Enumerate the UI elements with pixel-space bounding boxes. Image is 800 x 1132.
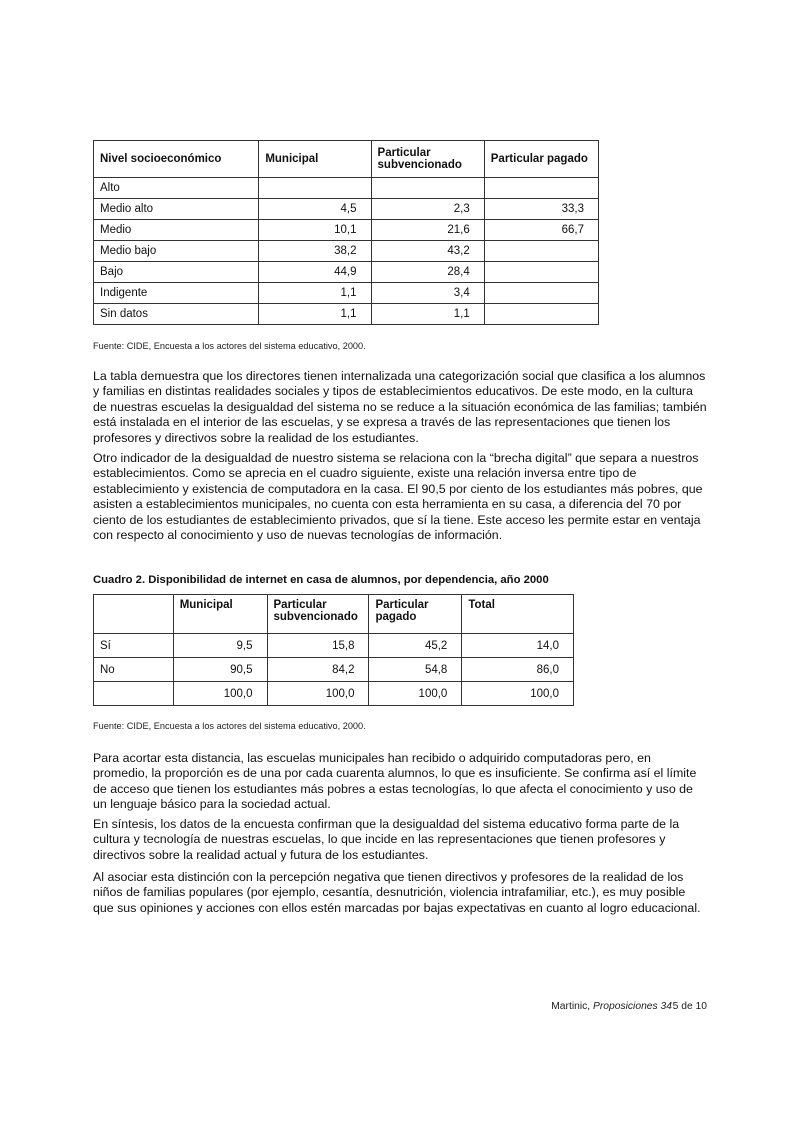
table-cell xyxy=(484,262,598,283)
table-row xyxy=(94,658,574,682)
table-cell: 90,5 xyxy=(173,658,267,682)
table-cell: 43,2 xyxy=(371,241,484,262)
table-cell: 45,2 xyxy=(369,634,462,658)
footer-author: Martinic, xyxy=(551,1001,593,1012)
paragraph: Para acortar esta distancia, las escuelas municipales han recibido o adquirido computadoras pero, en promedio, la proporción es de una por cada cuarenta alumnos, lo que es insuficiente. Se confirma así el límite de acceso que tienen los estudiantes más pobres a estas tecnologías, lo que afecta el conocimiento y uso de un lenguaje básico para la sociedad actual. xyxy=(93,751,697,812)
row-label: Bajo xyxy=(94,262,259,283)
table-row xyxy=(94,199,599,220)
table-header-cell: Particular pagado xyxy=(369,595,462,634)
row-label: Medio xyxy=(94,220,259,241)
footer-journal: Proposiciones 34 xyxy=(593,1001,672,1012)
table-row xyxy=(94,283,599,304)
table-header-cell: Total xyxy=(462,595,574,634)
table-row xyxy=(94,178,599,199)
table-cell: 66,7 xyxy=(484,220,598,241)
table-cell: 28,4 xyxy=(371,262,484,283)
table-cell: 100,0 xyxy=(173,682,267,706)
row-label: Medio bajo xyxy=(94,241,259,262)
table-cell: 33,3 xyxy=(484,199,598,220)
table-cell xyxy=(259,178,371,199)
table-cell: 100,0 xyxy=(462,682,574,706)
table-header-row xyxy=(94,141,599,178)
table-cell xyxy=(484,241,598,262)
table-row xyxy=(94,241,599,262)
paragraph: Al asociar esta distinción con la percepción negativa que tienen directivos y profesores de la realidad de los niños de familias populares (por ejemplo, cesantía, desnutrición, violencia intrafamiliar, etc.), es muy posible que sus opiniones y acciones con ellos estén marcadas por bajas expectativas en cuanto al logro educacional. xyxy=(93,870,701,915)
socioeconomic-table xyxy=(93,140,599,325)
table-header-cell: Municipal xyxy=(173,595,267,634)
table-row xyxy=(94,220,599,241)
table-cell: 10,1 xyxy=(259,220,371,241)
row-label: No xyxy=(94,658,174,682)
table-header-cell: Particular subvencionado xyxy=(371,141,484,178)
table2-source: Fuente: CIDE, Encuesta a los actores del sistema educativo, 2000. xyxy=(93,721,366,731)
table-cell: 84,2 xyxy=(267,658,369,682)
table1-source: Fuente: CIDE, Encuesta a los actores del sistema educativo, 2000. xyxy=(93,341,366,351)
row-label: Sí xyxy=(94,634,174,658)
table-cell: 14,0 xyxy=(462,634,574,658)
table-cell xyxy=(371,178,484,199)
table-header-cell: Particular subvencionado xyxy=(267,595,369,634)
table-cell: 38,2 xyxy=(259,241,371,262)
table-cell: 9,5 xyxy=(173,634,267,658)
page-number: 5 de 10 xyxy=(672,1001,707,1012)
row-label: Medio alto xyxy=(94,199,259,220)
table-cell: 1,1 xyxy=(371,304,484,325)
table-cell: 54,8 xyxy=(369,658,462,682)
table-cell xyxy=(484,283,598,304)
table-row xyxy=(94,262,599,283)
paragraph: En síntesis, los datos de la encuesta confirman que la desigualdad del sistema educativo forma parte de la cultura y tecnología de nuestras escuelas, lo que incide en las representaciones que tienen profesores y directivos sobre la realidad actual y futura de los estudiantes. xyxy=(93,817,680,862)
row-label: Indigente xyxy=(94,283,259,304)
table-cell: 44,9 xyxy=(259,262,371,283)
table-cell: 21,6 xyxy=(371,220,484,241)
row-label: Sin datos xyxy=(94,304,259,325)
table-header-cell: Nivel socioeconómico xyxy=(94,141,259,178)
table-cell xyxy=(484,178,598,199)
table-cell: 1,1 xyxy=(259,283,371,304)
paragraph: La tabla demuestra que los directores tienen internalizada una categorización social que clasifica a los alumnos y familias en distintas realidades sociales y tipos de establecimientos educativos. De este modo, en la cultura de nuestras escuelas la desigualdad del sistema no se reduce a la situación económica de las familias; también está instalada en el interior de las escuelas, y se expresa a través de las representaciones que tienen los profesores y directivos sobre la realidad de los estudiantes. xyxy=(93,369,707,445)
table-header-row xyxy=(94,595,574,634)
row-label: Alto xyxy=(94,178,259,199)
internet-availability-table xyxy=(93,594,574,706)
table-cell xyxy=(484,304,598,325)
table-header-cell: Particular pagado xyxy=(484,141,598,178)
paragraph: Otro indicador de la desigualdad de nuestro sistema se relaciona con la “brecha digital” que separa a nuestros establecimientos. Como se aprecia en el cuadro siguiente, existe una relación inversa entre tipo de establecimiento y existencia de computadora en la casa. El 90,5 por ciento de los estudiantes más pobres, que asisten a establecimientos municipales, no cuenta con esta herramienta en su casa, a diferencia del 70 por ciento de los estudiantes de establecimiento privados, que sí la tiene. Este acceso les permite estar en ventaja con respecto al conocimiento y uso de nuevas tecnologías de información. xyxy=(93,451,703,543)
table-cell: 3,4 xyxy=(371,283,484,304)
table-header-cell xyxy=(94,595,174,634)
table-cell: 15,8 xyxy=(267,634,369,658)
table-cell: 2,3 xyxy=(371,199,484,220)
row-label xyxy=(94,682,174,706)
table-cell: 1,1 xyxy=(259,304,371,325)
table-row xyxy=(94,634,574,658)
table-row xyxy=(94,304,599,325)
table-cell: 4,5 xyxy=(259,199,371,220)
table-cell: 100,0 xyxy=(267,682,369,706)
table-row xyxy=(94,682,574,706)
table-cell: 86,0 xyxy=(462,658,574,682)
table2-caption: Cuadro 2. Disponibilidad de internet en casa de alumnos, por dependencia, año 2000 xyxy=(93,574,549,586)
table-header-cell: Municipal xyxy=(259,141,371,178)
footer-citation xyxy=(551,1001,672,1012)
table-cell: 100,0 xyxy=(369,682,462,706)
